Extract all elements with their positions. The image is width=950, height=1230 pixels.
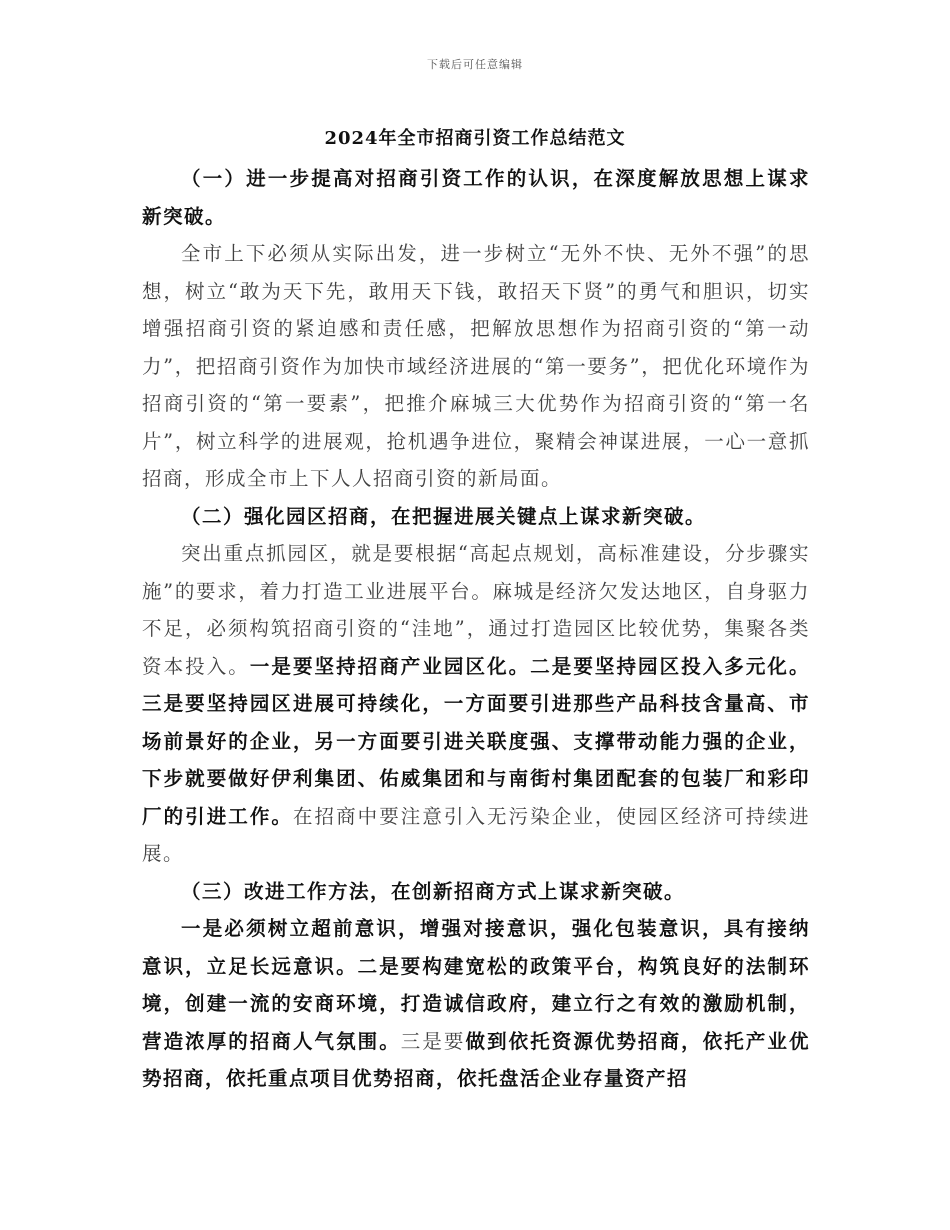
section-2-heading: （二）强化园区招商，在把握进展关键点上谋求新突破。 [181,504,707,528]
section-2-plain-start: 突出重点抓园区，就是要根据“高起点规划，高标准建设，分步骤实施”的要求，着力打造工业进展平台。麻城是经济欠发达地区，自身驱力不足，必须构筑招商引资的“洼地”，通过打造园区比较优势，集聚各类资本投入。 [142,542,810,678]
section-3-heading: （三）改进工作方法，在创新招商方式上谋求新突破。 [181,879,686,903]
section-3-bold-text-1: 一是必须树立超前意识，增强对接意识，强化包装意识，具有接纳意识，立足长远意识。二是要构建宽松的政策平台，构筑良好的法制环境，创建一流的安商环境，打造诚信政府，建立行之有效的激励机制，营造浓厚的招商人气氛围。 [142,917,810,1053]
section-3-plain-mid: 三是要 [400,1029,466,1053]
section-1-heading: （一）进一步提高对招商引资工作的认识，在深度解放思想上谋求新突破。 [142,167,810,228]
page-header-note: 下载后可任意编辑 [427,58,523,71]
section-2-paragraph [142,535,810,873]
section-2-plain-end: 在招商中要注意引入无污染企业，使园区经济可持续进展。 [142,804,810,865]
section-2-bold-text: 一是要坚持招商产业园区化。二是要坚持园区投入多元化。三是要坚持园区进展可持续化，一方面要引进那些产品科技含量高、市场前景好的企业，另一方面要引进关联度强、支撑带动能力强的企业，下步就要做好伊利集团、佑威集团和与南街村集团配套的包装厂和彩印厂的引进工作。 [142,654,810,828]
document-title: 2024年全市招商引资工作总结范文 [324,128,626,149]
document-body [142,160,810,1098]
section-3-bold-text-2: 做到依托资源优势招商，依托产业优势招商，依托重点项目优势招商，依托盘活企业存量资产招 [142,1029,810,1090]
section-3-paragraph [142,910,810,1098]
section-1-paragraph: 全市上下必须从实际出发，进一步树立“无外不快、无外不强”的思想，树立“敢为天下先，敢用天下钱，敢招天下贤”的勇气和胆识，切实增强招商引资的紧迫感和责任感，把解放思想作为招商引资的“第一动力”，把招商引资作为加快市域经济进展的“第一要务”，把优化环境作为招商引资的“第一要素”，把推介麻城三大优势作为招商引资的“第一名片”，树立科学的进展观，抢机遇争进位，聚精会神谋进展，一心一意抓招商，形成全市上下人人招商引资的新局面。 [142,242,810,490]
